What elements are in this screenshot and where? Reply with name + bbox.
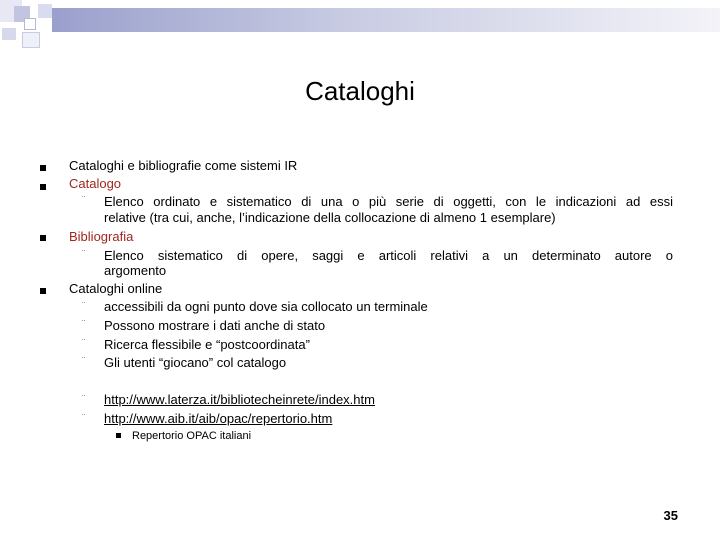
list-item: Bibliografia <box>69 229 134 244</box>
sub-bullet-icon: ¨ <box>82 195 86 206</box>
link-laterza[interactable]: http://www.laterza.it/bibliotecheinrete/index.htm <box>104 392 375 407</box>
sub-bullet-icon: ¨ <box>82 338 86 349</box>
list-item: Repertorio OPAC italiani <box>132 430 252 442</box>
sub-bullet-icon: ¨ <box>82 394 86 405</box>
list-item: Possono mostrare i dati anche di stato <box>104 318 326 333</box>
slide-title: Cataloghi <box>305 76 415 106</box>
list-item: Elenco sistematico di opere, saggi e articoli relativi a un determinato autore o <box>104 248 673 263</box>
list-item-continuation: relative (tra cui, anche, l’indicazione della collocazione di almeno 1 esemplare) <box>104 210 556 225</box>
sub-bullet-icon: ¨ <box>82 301 86 312</box>
bullet-icon <box>40 184 46 190</box>
list-item: Cataloghi online <box>69 281 163 296</box>
list-item-continuation: argomento <box>104 263 167 278</box>
bullet-icon <box>116 433 121 438</box>
page-number: 35 <box>663 508 678 523</box>
bullet-icon <box>40 288 46 294</box>
sub-bullet-icon: ¨ <box>82 249 86 260</box>
list-item: Elenco ordinato e sistematico di una o più serie di oggetti, con le indicazioni ad essi <box>104 194 673 209</box>
sub-bullet-icon: ¨ <box>82 319 86 330</box>
sub-bullet-icon: ¨ <box>82 413 86 424</box>
list-item: accessibili da ogni punto dove sia collocato un terminale <box>104 299 428 314</box>
list-item: Catalogo <box>69 176 122 191</box>
link-aib-opac[interactable]: http://www.aib.it/aib/opac/repertorio.htm <box>104 411 333 426</box>
bullet-icon <box>40 165 46 171</box>
sub-bullet-icon: ¨ <box>82 356 86 367</box>
header-bar <box>52 8 720 32</box>
list-item: Ricerca flessibile e “postcoordinata” <box>104 337 310 352</box>
list-item: Cataloghi e bibliografie come sistemi IR <box>69 158 298 173</box>
list-item: Gli utenti “giocano” col catalogo <box>104 355 287 370</box>
bullet-icon <box>40 235 46 241</box>
